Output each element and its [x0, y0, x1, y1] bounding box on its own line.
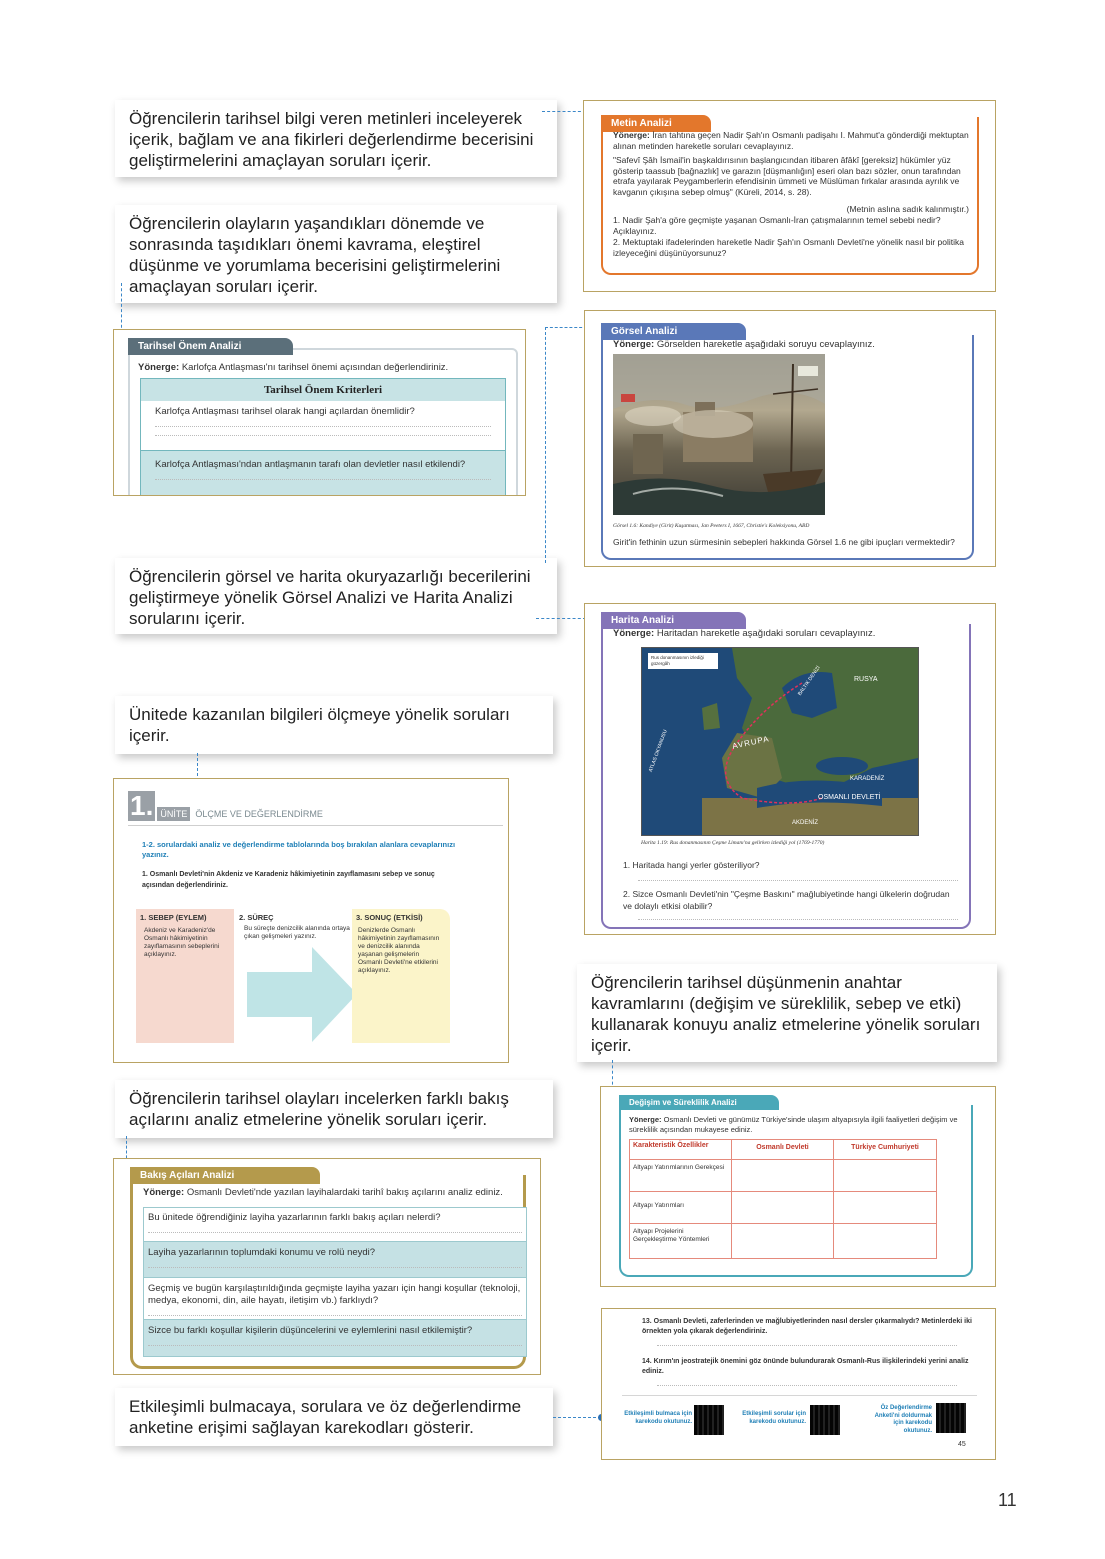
tarihsel-yonerge	[138, 362, 448, 374]
row-text: Karlofça Antlaşması tarihsel olarak hangi açılardan önemlidir?	[155, 406, 415, 417]
metin-note: (Metnin aslına sadık kalınmıştır.)	[846, 204, 969, 214]
row-text: Bu ünitede öğrendiğiniz layiha yazarlarının farklı bakış açıları nelerdi?	[148, 1212, 441, 1223]
yonerge-label: Yönerge:	[613, 130, 650, 140]
bakis-yonerge	[143, 1187, 503, 1199]
tarihsel-onem-frame	[113, 329, 526, 496]
row-text: Sizce bu farklı koşullar kişilerin düşüncelerini ve eylemlerini nasıl etkilemiştir?	[148, 1325, 473, 1336]
inner-page-number: 45	[958, 1441, 966, 1448]
label-avrupa: AVRUPA	[731, 734, 771, 751]
olcme-instruction: 1-2. sorulardaki analiz ve değerlendirme tablolarında boş bırakılan alanlara cevaplarınızı yazınız.	[142, 840, 456, 859]
row-text: Layiha yazarlarının toplumdaki konumu ve rolü neydi?	[148, 1247, 376, 1258]
yonerge-label: Yönerge:	[613, 628, 655, 639]
label-karadeniz: KARADENİZ	[850, 776, 885, 782]
tarihsel-table	[140, 378, 506, 496]
qr-label-anket: Öz Değerlendirme Anketi'ni doldurmak için karekodu okutunuz.	[874, 1405, 932, 1434]
callout-metin-analizi: Öğrencilerin tarihsel bilgi veren metinleri inceleyerek içerik, bağlam ve ana fikirleri değerlendirme becerisini geliştirmelerini amaçlayan soruları içerir.	[115, 100, 557, 177]
callout-olcme: Ünitede kazanılan bilgileri ölçmeye yönelik soruları içerir.	[115, 696, 553, 754]
olcme-title: ÖLÇME VE DEĞERLENDİRME	[195, 809, 323, 819]
metin-question-2: 2. Mektuptaki ifadelerinden hareketle Nadir Şah'ın Osmanlı Devleti'ne yönelik nasıl bir politika izleyeceğini düşünüyorsunuz?	[613, 237, 964, 258]
europe-map	[641, 647, 919, 836]
table-row	[144, 1242, 526, 1278]
map-legend	[648, 653, 718, 669]
metin-analizi-frame	[583, 100, 996, 292]
table-header: Osmanlı Devleti	[732, 1140, 834, 1160]
answer-line	[657, 1377, 957, 1386]
degisim-card	[619, 1098, 973, 1277]
yonerge-text: İran tahtına geçen Nadir Şah'ın Osmanlı padişahı I. Mahmut'a gönderdiği mektuptan alınan metinden hareketle soruları cevaplayınız.	[613, 130, 969, 151]
bakis-tab: Bakış Açıları Analizi	[130, 1167, 320, 1184]
answer-line	[148, 1337, 522, 1346]
connector-line	[542, 111, 586, 112]
table-row	[144, 1208, 526, 1242]
answer-line	[155, 418, 491, 427]
callout-gorsel-harita: Öğrencilerin görsel ve harita okuryazarlığı becerilerini geliştirmeye yönelik Görsel Analizi ve Harita Analizi sorularını içerir.	[115, 558, 557, 634]
harita-caption: Harita 1.19: Rus donanmasının Çeşme Limanı'na gelirken izlediği yol (1769-1770)	[641, 840, 825, 846]
table-cell[interactable]	[834, 1160, 936, 1192]
connector-line	[536, 618, 586, 619]
gorsel-analizi-card	[601, 326, 974, 560]
harita-question-1: 1. Haritada hangi yerler gösteriliyor?	[623, 860, 760, 870]
page-number: 11	[998, 1490, 1017, 1510]
sebep-text: Akdeniz ve Karadeniz'de Osmanlı hâkimiyetinin zayıflamasının sebeplerini açıklayınız.	[144, 927, 220, 958]
metin-analizi-tab: Metin Analizi	[601, 115, 711, 132]
callout-bakis: Öğrencilerin tarihsel olayları incelerken farklı bakış açılarını analiz etmelerine yönelik soruları içerir.	[115, 1080, 553, 1138]
unit-badge	[128, 791, 328, 821]
harita-analizi-card	[601, 615, 971, 929]
harita-analizi-frame	[584, 603, 996, 935]
tarihsel-onem-card	[128, 341, 518, 496]
unit-label: ÜNİTE	[157, 807, 190, 821]
bakis-table	[143, 1207, 527, 1357]
harita-yonerge	[613, 628, 875, 640]
table-row-label: Altyapı Projelerini Gerçekleştirme Yöntemleri	[630, 1224, 732, 1258]
answer-line	[148, 1307, 522, 1316]
metin-yonerge	[613, 130, 969, 151]
yonerge-label: Yönerge:	[613, 339, 655, 350]
table-row-label: Altyapı Yatırımları	[630, 1192, 732, 1224]
qr-label-bulmaca: Etkileşimli bulmaca için karekodu okutunuz.	[624, 1411, 692, 1425]
sebep-title: 1. SEBEP (EYLEM)	[140, 913, 207, 922]
qr-row-divider	[622, 1395, 977, 1396]
metin-question-1: 1. Nadir Şah'a göre geçmişte yaşanan Osmanlı-İran çatışmalarının temel sebebi nedir? Açıklayınız.	[613, 215, 941, 236]
gorsel-analizi-tab: Görsel Analizi	[601, 323, 746, 340]
row-text: Geçmiş ve bugün karşılaştırıldığında geçmişte layiha yazarı için hangi koşullar (teknoloji, medya, ekonomi, din, aile hayatı, iletişim vb.) farklıydı?	[148, 1283, 521, 1306]
table-cell[interactable]	[732, 1192, 834, 1224]
label-baltik: BALTIK DENİZİ	[796, 665, 822, 697]
yonerge-text: Karlofça Antlaşması'nı tarihsel önemi açısından değerlendiriniz.	[181, 362, 449, 373]
yonerge-label: Yönerge:	[143, 1187, 185, 1198]
bakis-frame	[113, 1158, 541, 1375]
table-row	[141, 451, 505, 496]
qr-code-icon[interactable]	[694, 1405, 724, 1435]
sebep-box	[136, 909, 234, 1043]
connector-line	[121, 283, 122, 333]
tarihsel-onem-tab: Tarihsel Önem Analizi	[128, 338, 293, 355]
table-cell[interactable]	[732, 1224, 834, 1258]
table-cell[interactable]	[732, 1160, 834, 1192]
answer-line	[155, 471, 491, 480]
surec-title: 2. SÜREÇ	[239, 913, 274, 922]
label-atlas: ATLAS OKYANUSU	[647, 729, 669, 773]
table-header: Türkiye Cumhuriyeti	[834, 1140, 936, 1160]
table-header: Karakteristik Özellikler	[630, 1140, 732, 1160]
yonerge-text: Osmanlı Devleti ve günümüz Türkiye'sinde ulaşım altyapısıyla ilgili faaliyetleri değişim ve süreklilik açısından mukayese ediniz.	[629, 1115, 958, 1134]
bakis-card	[130, 1170, 526, 1369]
label-osmanli: OSMANLI DEVLETİ	[818, 794, 881, 801]
unit-number: 1.	[130, 790, 154, 821]
yonerge-text: Osmanlı Devleti'nde yazılan layihalardaki tarihî bakış açılarını analiz ediniz.	[186, 1187, 503, 1198]
degisim-frame	[600, 1086, 996, 1287]
callout-tarihsel-onem: Öğrencilerin olayların yaşandıkları dönemde ve sonrasında taşıdıkları önemi kavrama, eleştirel düşünme ve yorumlama becerisini geliştirmelerini amaçlayan soruları içerir.	[115, 205, 557, 303]
table-row-label: Altyapı Yatırımlarının Gerekçesi	[630, 1160, 732, 1192]
sonuc-title: 3. SONUÇ (ETKİSİ)	[356, 913, 423, 922]
table-row	[141, 401, 505, 451]
sonuc-text: Denizlerde Osmanlı hâkimiyetinin zayıflamasının ve denizcilik alanında yaşanan gelişmelerin Osmanlı Devleti'ne etkilerini açıklayınız.	[358, 927, 440, 974]
row-text: Karlofça Antlaşması'ndan antlaşmanın tarafı olan devletler nasıl etkilendi?	[155, 459, 466, 470]
connector-line	[553, 1417, 601, 1418]
olcme-divider	[128, 825, 503, 826]
answer-line	[155, 427, 491, 436]
table-cell[interactable]	[834, 1192, 936, 1224]
degisim-table	[629, 1139, 937, 1259]
siege-painting	[613, 354, 825, 515]
yonerge-text: Haritadan hareketle aşağıdaki soruları cevaplayınız.	[656, 628, 876, 639]
yonerge-text: Görselden hareketle aşağıdaki soruyu cevaplayınız.	[656, 339, 875, 350]
qr-label-sorular: Etkileşimli sorular için karekodu okutunuz.	[742, 1411, 806, 1425]
gorsel-question: Girit'in fethinin uzun sürmesinin sebepleri hakkında Görsel 1.6 ne gibi ipuçları vermektedir?	[613, 537, 955, 547]
olcme-question-1: 1. Osmanlı Devleti'nin Akdeniz ve Karadeniz hâkimiyetinin zayıflamasını sebep ve sonuç açısından değerlendiriniz.	[142, 871, 435, 889]
callout-karekod: Etkileşimli bulmacaya, sorulara ve öz değerlendirme anketine erişimi sağlayan karekodları gösterir.	[115, 1388, 553, 1446]
painting-shapes	[613, 354, 825, 515]
connector-line	[545, 327, 546, 563]
question-13: 13. Osmanlı Devleti, zaferlerinden ve mağlubiyetlerinden nasıl dersler çıkarmalıydı? Metinlerdeki iki örnekten yola çıkarak değerlendiriniz.	[642, 1318, 972, 1335]
gorsel-yonerge	[613, 339, 875, 351]
gorsel-caption: Görsel 1.6: Kandiye (Girit) Kuşatması, Jan Peeters I, 1667, Christie's Koleksiyonu, ABD	[613, 523, 810, 529]
surec-arrow	[247, 947, 357, 1042]
label-rusya: RUSYA	[854, 676, 878, 683]
answer-line	[638, 872, 958, 881]
harita-question-2: 2. Sizce Osmanlı Devleti'nin "Çeşme Baskını" mağlubiyetinde hangi ülkelerin doğrudan ve dolaylı etkisi olabilir?	[623, 889, 950, 911]
answer-line	[657, 1337, 957, 1346]
metin-quote: "Safevî Şâh İsmail'in başkaldırısının başlangıcından itibaren âfâkî [gereksiz] hükümler yüz gösterip taassub [bağnazlık] ve garazın [düşmanlığın] eseri olan bazı sözler, onun tarafından etrafa yayılarak Peygamberlerin efendisinin ümmeti ve Müslüman fırkalar arasında ayrılık ve kavganın çıkışına sebep olmuş" (Küreli, 2014, s. 28).	[613, 155, 961, 197]
label-akdeniz: AKDENİZ	[792, 820, 819, 826]
sonuc-box	[352, 909, 450, 1043]
qr-code-icon[interactable]	[810, 1405, 840, 1435]
metin-analizi-card	[601, 117, 979, 275]
callout-degisim: Öğrencilerin tarihsel düşünmenin anahtar kavramlarını (değişim ve süreklilik, sebep ve etki) kullanarak konuyu analiz etmelerine yönelik soruları içerir.	[577, 964, 997, 1062]
table-cell[interactable]	[834, 1224, 936, 1258]
surec-text: Bu süreçte denizcilik alanında ortaya çıkan gelişmeleri yazınız.	[244, 925, 350, 940]
gorsel-analizi-frame	[584, 310, 996, 567]
answer-line	[148, 1224, 522, 1233]
answer-line	[148, 1259, 522, 1268]
degisim-tab: Değişim ve Süreklilik Analizi	[619, 1095, 779, 1110]
table-row	[144, 1278, 526, 1320]
harita-analizi-tab: Harita Analizi	[601, 612, 746, 629]
olcme-frame	[113, 778, 509, 1063]
answer-line	[638, 911, 958, 920]
yonerge-label: Yönerge:	[138, 362, 180, 373]
table-row	[144, 1320, 526, 1356]
qr-code-icon[interactable]	[936, 1403, 966, 1433]
degisim-yonerge	[629, 1115, 961, 1134]
legend-text: Rus donanmasının izlediği güzergâh	[651, 655, 704, 666]
yonerge-label: Yönerge:	[629, 1115, 662, 1124]
connector-line	[545, 327, 587, 328]
table-title: Tarihsel Önem Kriterleri	[141, 379, 505, 401]
question-14: 14. Kırım'ın jeostratejik önemini göz önünde bulundurarak Osmanlı-Rus ilişkilerindeki yerini analiz ediniz.	[642, 1358, 969, 1375]
sorular-frame	[601, 1308, 996, 1460]
